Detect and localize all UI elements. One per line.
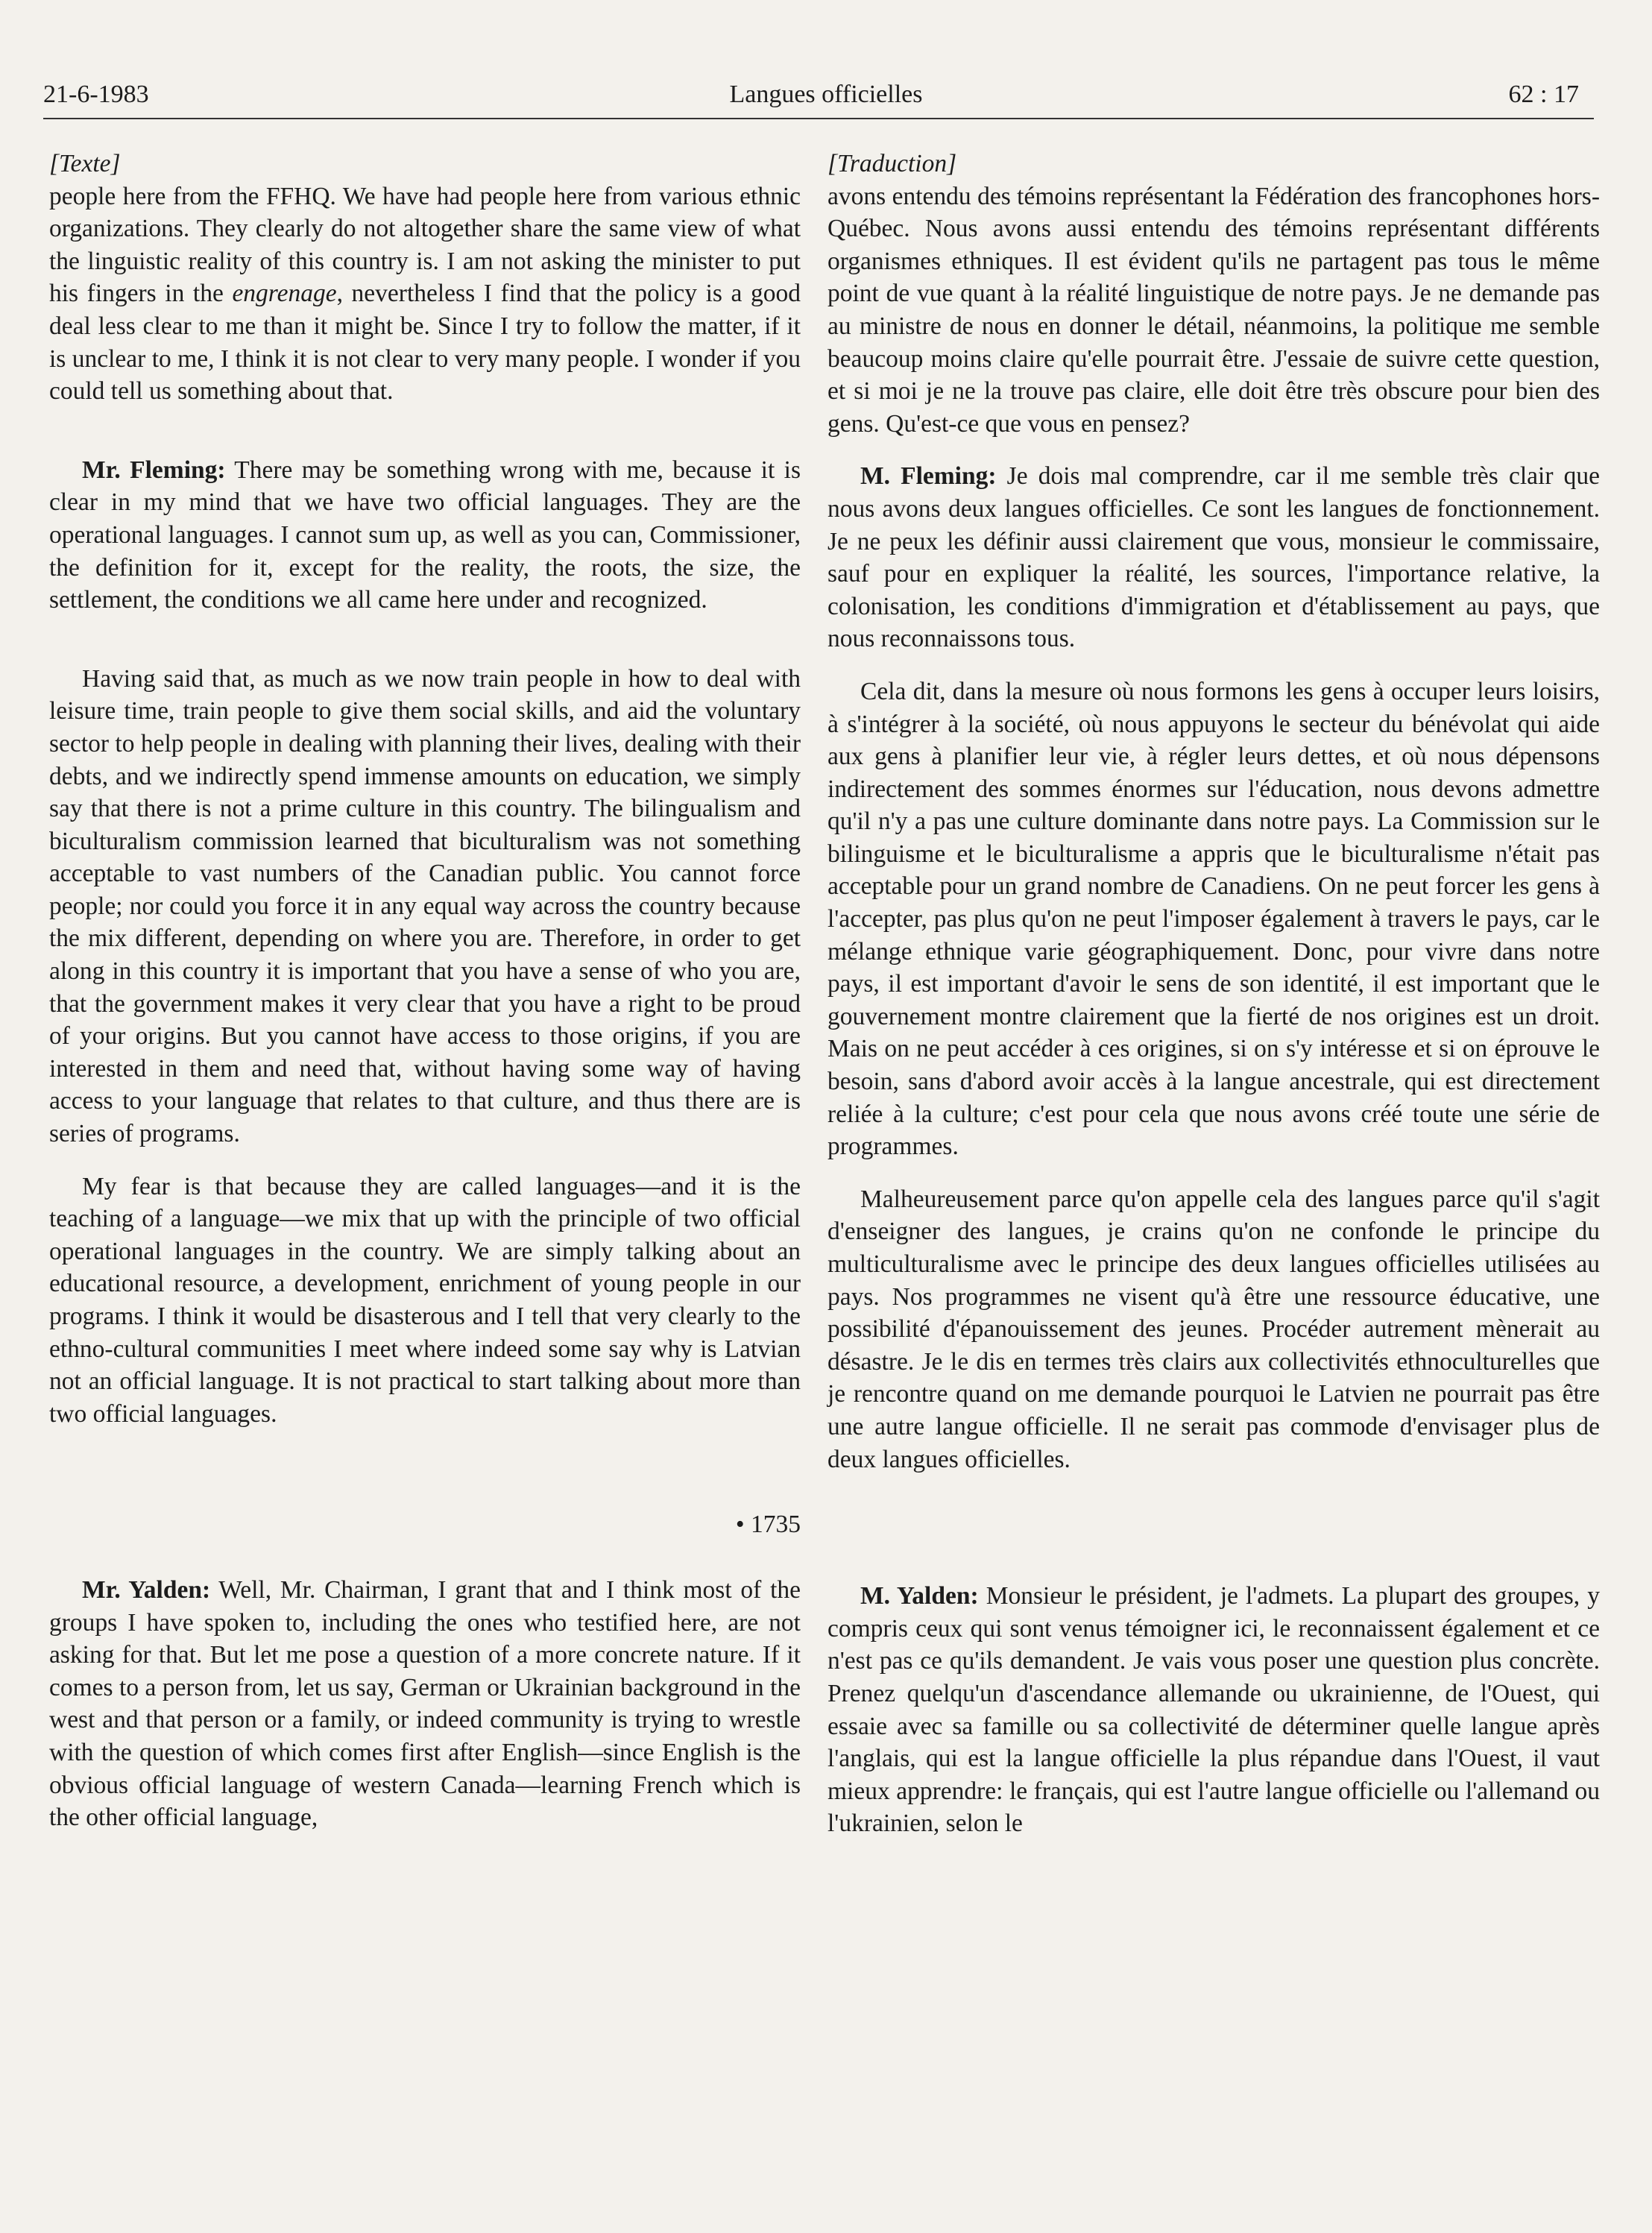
language-tag: [Texte] <box>49 150 121 177</box>
language-tag: [Traduction] <box>827 150 957 177</box>
french-column <box>827 148 1600 1840</box>
english-column <box>49 148 801 1834</box>
time-marker: • 1735 <box>735 1511 801 1539</box>
speaker-name: Mr. Yalden: <box>82 1575 211 1604</box>
paragraph: Having said that, as much as we now train people in how to deal with leisure time, train people to give them social skills, and aid the voluntary sector to help people in dealing with planning their lives, dealing with their debts, and we indirectly spend immense amounts on education, we simply say that there is not a prime culture in this country. The bilingualism and biculturalism commission learned that biculturalism was not something acceptable to vast numbers of the Canadian public. You cannot force people; nor could you force it in any equal way across the country because the mix different, depending on where you are. Therefore, in order to get along in this country it is important that you have a sense of who you are, that the government makes it very clear that you have a right to be proud of your origins. But you cannot have access to those origins, if you are interested in them and need that, without having some way of having access to your language that relates to that culture, and thus there are is series of programs. <box>49 664 801 1148</box>
paragraph-text: people here from the FFHQ. We have had people here from various ethnic organizations. They clearly do not altogether share the same view of what the linguistic reality of this country is. I am not asking the minister to put his fingers in the <box>49 182 801 308</box>
speaker-name: Mr. Fleming: <box>82 456 226 484</box>
paragraph <box>49 180 801 408</box>
header-title: Langues officielles <box>729 81 923 108</box>
paragraph-text: Je dois mal comprendre, car il me semble très clair que nous avons deux langues officielles. Ce sont les langues de fonctionnement. Je ne peux les définir aussi clairement que vous, monsieur le commissaire, sauf pour en expliquer la réalité, les sources, l'importance relative, la colonisation, les conditions d'immigration et d'établissement au pays, que nous reconnaissons tous. <box>827 462 1600 653</box>
emphasis-text: engrenage <box>232 280 337 308</box>
paragraph-text: Well, Mr. Chairman, I grant that and I think most of the groups I have spoken to, including the ones who testified here, are not asking for that. But let me pose a question of a more concrete nature. If it comes to a person from, let us say, German or Ukrainian background in the west and that person or a family, or indeed community is trying to wrestle with the question of which comes first after English—since English is the obvious official language of western Canada—learning French which is the other official language, <box>49 1575 801 1832</box>
header-page-number: 62 : 17 <box>1508 81 1579 108</box>
paragraph-text: There may be something wrong with me, because it is clear in my mind that we have two official languages. They are the operational languages. I cannot sum up, as well as you can, Commissioner, the definition for it, except for the reality, the roots, the size, the settlement, the conditions we all came here under and recognized. <box>49 456 801 614</box>
paragraph: Cela dit, dans la mesure où nous formons les gens à occuper leurs loisirs, à s'intégrer à la société, où nous appuyons le secteur du bénévolat qui aide aux gens à planifier leur vie, à régler leurs dettes, et où nous dépensons indirectement des sommes énormes sur l'éducation, nous devons admettre qu'il n'y a pas une culture dominante dans notre pays. La Commission sur le bilinguisme et le biculturalisme a appris que le biculturalisme n'était pas acceptable pour un grand nombre de Canadiens. On ne peut forcer les gens à l'accepter, pas plus qu'on ne peut l'imposer également à travers le pays, car le mélange ethnique varie géographiquement. Donc, pour vivre dans notre pays, il est important d'avoir le sens de son identité, il est important que le gouvernement montre clairement que la fierté de nos origines est un droit. Mais on ne peut accéder à ces origines, si on s'y intéresse et si on éprouve le besoin, sans d'abord avoir accès à la langue ancestrale, qui est directement reliée à la culture; c'est pour cela que nous avons créé toute une série de programmes. <box>827 677 1600 1161</box>
paragraph <box>827 460 1600 655</box>
header-date: 21-6-1983 <box>43 81 149 108</box>
paragraph-text: , nevertheless I find that the policy is a good deal less clear to me than it might be. Since I try to follow the matter, if it is unclear to me, I think it is not clear to very many people. I wonder if you could tell us something about that. <box>49 280 801 406</box>
paragraph <box>49 454 801 617</box>
header-rule <box>43 118 1594 119</box>
paragraph <box>49 1574 801 1834</box>
paragraph-text: Monsieur le président, je l'admets. La plupart des groupes, y compris ceux qui sont venus témoigner ici, le reconnaissent également et ce n'est pas ce qu'ils demandent. Je vais vous poser une question plus concrète. Prenez quelqu'un d'ascendance allemande ou ukrainienne, de l'Ouest, qui essaie avec sa famille ou sa collectivité de déterminer quelle langue après l'anglais, qui est la langue officielle la plus répandue dans l'Ouest, il vaut mieux apprendre: le français, qui est l'autre langue officielle ou l'allemand ou l'ukrainien, selon le <box>827 1582 1600 1838</box>
speaker-name: M. Fleming: <box>860 462 997 491</box>
paragraph: My fear is that because they are called languages—and it is the teaching of a language—we mix that up with the principle of two official operational languages in the country. We are simply talking about an educational resource, a development, enrichment of young people in our programs. I think it would be disasterous and I tell that very clearly to the ethno-cultural communities I meet where indeed some say why is Latvian not an official language. It is not practical to start talking about more than two official languages. <box>49 1172 801 1428</box>
speaker-name: M. Yalden: <box>860 1582 979 1610</box>
paragraph: avons entendu des témoins représentant la Fédération des francophones hors-Québec. Nous avons aussi entendu des témoins représentant différents organismes ethniques. Il est évident qu'ils ne partagent pas tous le même point de vue quant à la réalité linguistique de notre pays. Je ne demande pas au ministre de nous en donner le détail, néanmoins, la politique me semble beaucoup moins claire qu'elle pourrait être. J'essaie de suivre cette question, et si moi je ne la trouve pas claire, elle doit être très obscure pour bien des gens. Qu'est-ce que vous en pensez? <box>827 182 1600 438</box>
paragraph: Malheureusement parce qu'on appelle cela des langues parce qu'il s'agit d'enseigner des langues, je crains qu'on ne confonde le principe du multiculturalisme avec le principe des deux langues officielles utilisées au pays. Nos programmes ne visent qu'à être une ressource éducative, une possibilité d'épanouissement des jeunes. Procéder autrement mènerait au désastre. Je le dis en termes très clairs aux collectivités ethnoculturelles que je rencontre quand on me demande pourquoi le Latvien ne pourrait pas être une autre langue officielle. Il ne serait pas commode d'envisager plus de deux langues officielles. <box>827 1185 1600 1473</box>
paragraph <box>827 1580 1600 1840</box>
